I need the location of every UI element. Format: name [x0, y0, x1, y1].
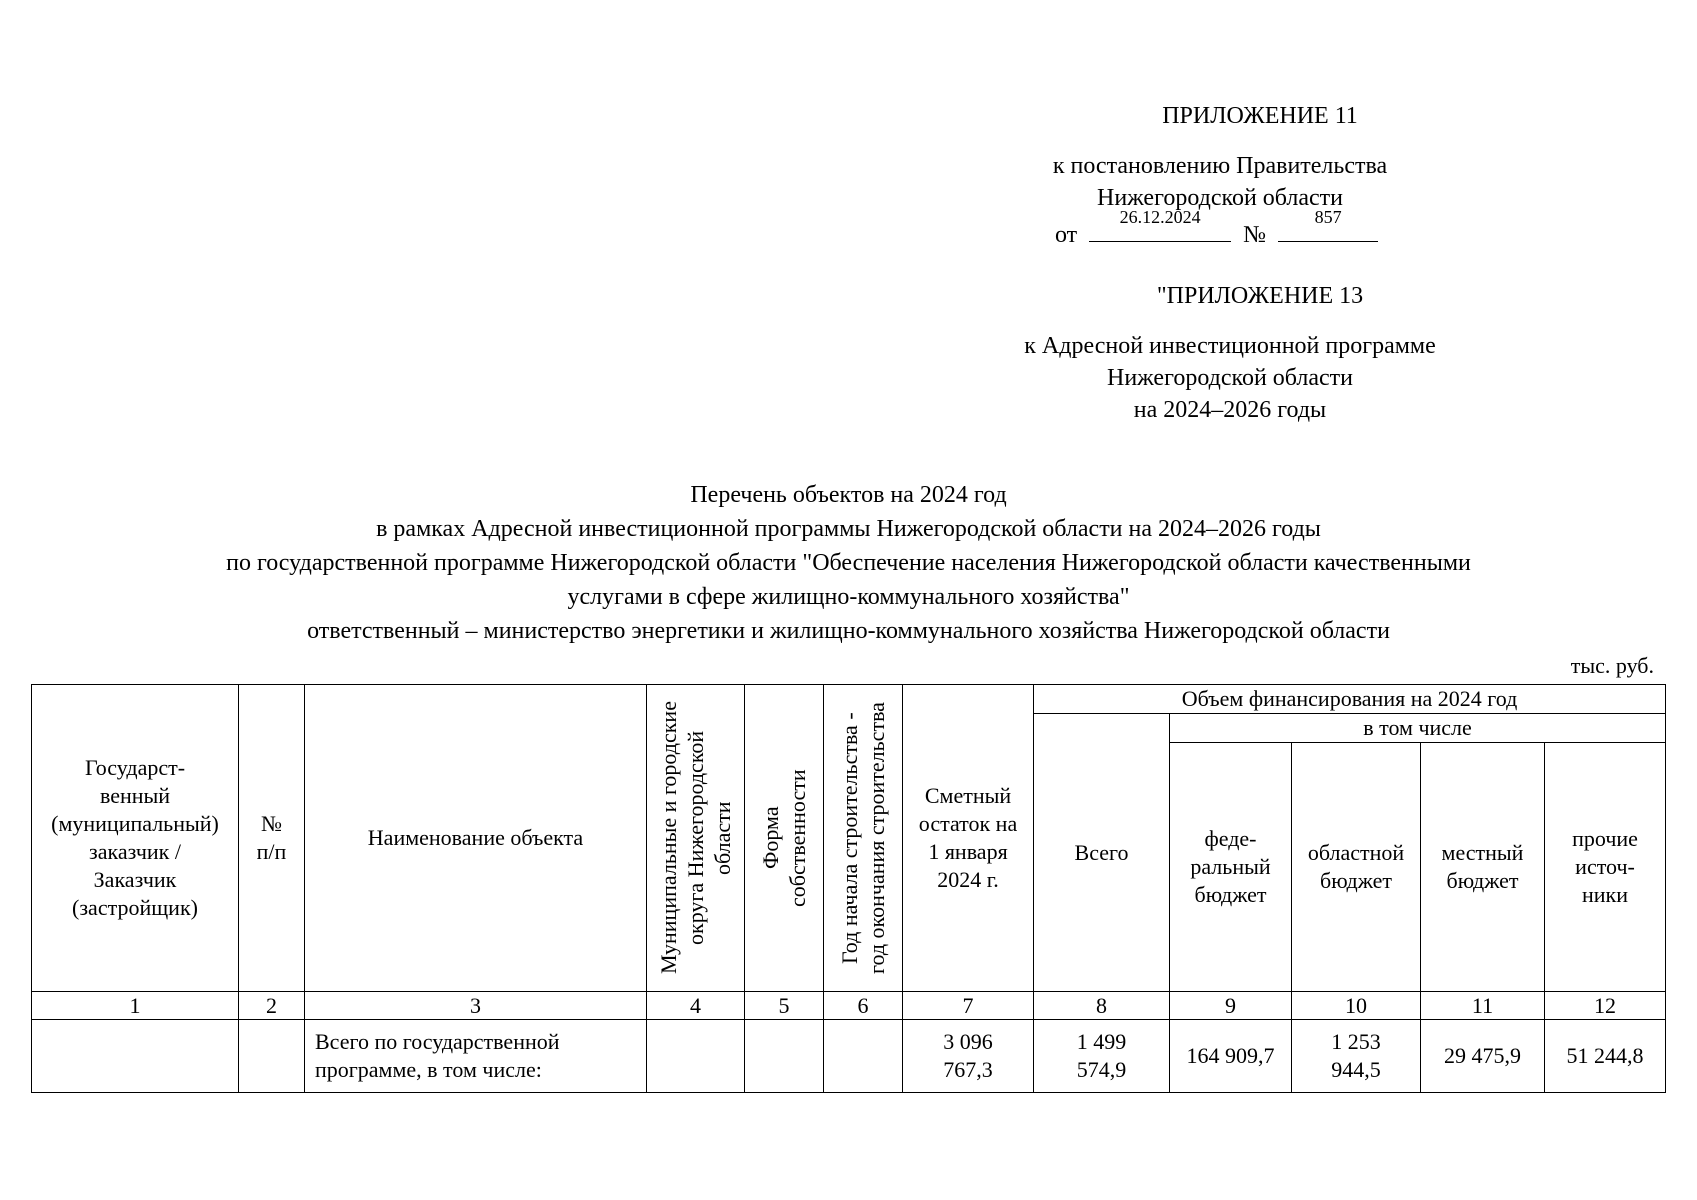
- column-number: 9: [1170, 992, 1292, 1020]
- column-number: 2: [239, 992, 305, 1020]
- appendix-11-title: ПРИЛОЖЕНИЕ 11: [1162, 103, 1358, 129]
- program-line: на 2024–2026 годы: [1133, 397, 1327, 423]
- program-line: к Адресной инвестиционной программе: [1024, 333, 1436, 359]
- number-sign: №: [1243, 222, 1267, 248]
- column-number: 4: [647, 992, 745, 1020]
- date-value: 26.12.2024: [1119, 207, 1201, 227]
- column-number: 1: [32, 992, 239, 1020]
- total-estimate: 3 096 767,3: [903, 1020, 1034, 1093]
- total-row-name: Всего по государственной программе, в том числе:: [305, 1020, 647, 1093]
- appendix-13-title: "ПРИЛОЖЕНИЕ 13: [1156, 283, 1364, 309]
- header-including: в том числе: [1170, 714, 1666, 743]
- header-estimate: Сметный остаток на 1 января 2024 г.: [903, 685, 1034, 992]
- total-regional: 1 253 944,5: [1292, 1020, 1421, 1093]
- header-customer: Государст- венный (муниципальный) заказчик / Заказчик (застройщик): [32, 685, 239, 992]
- program-reference: [940, 330, 1520, 426]
- header-total: Всего: [1034, 714, 1170, 992]
- table-row: [32, 1020, 1666, 1093]
- date-field: [1089, 207, 1231, 242]
- column-number: 11: [1421, 992, 1545, 1020]
- header-ownership: Форма собственности: [745, 685, 824, 992]
- total-number-cell: [239, 1020, 305, 1093]
- header-local: местный бюджет: [1421, 743, 1545, 992]
- title-line: ответственный – министерство энергетики и жилищно-коммунального хозяйства Нижегородской области: [307, 618, 1390, 644]
- document-title: [40, 478, 1657, 648]
- total-customer-cell: [32, 1020, 239, 1093]
- title-line: по государственной программе Нижегородской области "Обеспечение населения Нижегородской области качественными: [226, 550, 1471, 576]
- number-field: [1278, 207, 1378, 242]
- total-municipality-cell: [647, 1020, 745, 1093]
- title-line: в рамках Адресной инвестиционной программы Нижегородской области на 2024–2026 годы: [376, 516, 1321, 542]
- column-number: 5: [745, 992, 824, 1020]
- title-line: услугами в сфере жилищно-коммунального хозяйства": [567, 584, 1130, 610]
- header-financing-volume: Объем финансирования на 2024 год: [1034, 685, 1666, 714]
- number-value: 857: [1314, 207, 1342, 227]
- total-other: 51 244,8: [1545, 1020, 1666, 1093]
- total-years-cell: [824, 1020, 903, 1093]
- header-other: прочие источ- ники: [1545, 743, 1666, 992]
- header-number: № п/п: [239, 685, 305, 992]
- column-number: 3: [305, 992, 647, 1020]
- objects-table: [31, 684, 1666, 1093]
- program-line: Нижегородской области: [1106, 365, 1354, 391]
- title-line: Перечень объектов на 2024 год: [690, 482, 1007, 508]
- total-local: 29 475,9: [1421, 1020, 1545, 1093]
- header-regional: областной бюджет: [1292, 743, 1421, 992]
- column-number: 12: [1545, 992, 1666, 1020]
- column-number: 10: [1292, 992, 1421, 1020]
- column-number: 8: [1034, 992, 1170, 1020]
- date-prefix: от: [1055, 222, 1078, 248]
- total-federal: 164 909,7: [1170, 1020, 1292, 1093]
- total-financing: 1 499 574,9: [1034, 1020, 1170, 1093]
- total-ownership-cell: [745, 1020, 824, 1093]
- resolution-line: Нижегородской области: [1096, 185, 1344, 211]
- header-construction-years: Год начала строительства - год окончания строительства: [824, 685, 903, 992]
- header-municipality: Муниципальные и городские округа Нижегородской области: [647, 685, 745, 992]
- column-number: 6: [824, 992, 903, 1020]
- header-federal: феде- ральный бюджет: [1170, 743, 1292, 992]
- currency-units: тыс. руб.: [1570, 653, 1654, 678]
- column-number: 7: [903, 992, 1034, 1020]
- resolution-reference: [1000, 150, 1440, 214]
- resolution-date-line: [1055, 207, 1378, 251]
- column-numbers-row: [32, 992, 1666, 1020]
- header-row: [32, 685, 1666, 714]
- header-object-name: Наименование объекта: [305, 685, 647, 992]
- resolution-line: к постановлению Правительства: [1052, 153, 1388, 179]
